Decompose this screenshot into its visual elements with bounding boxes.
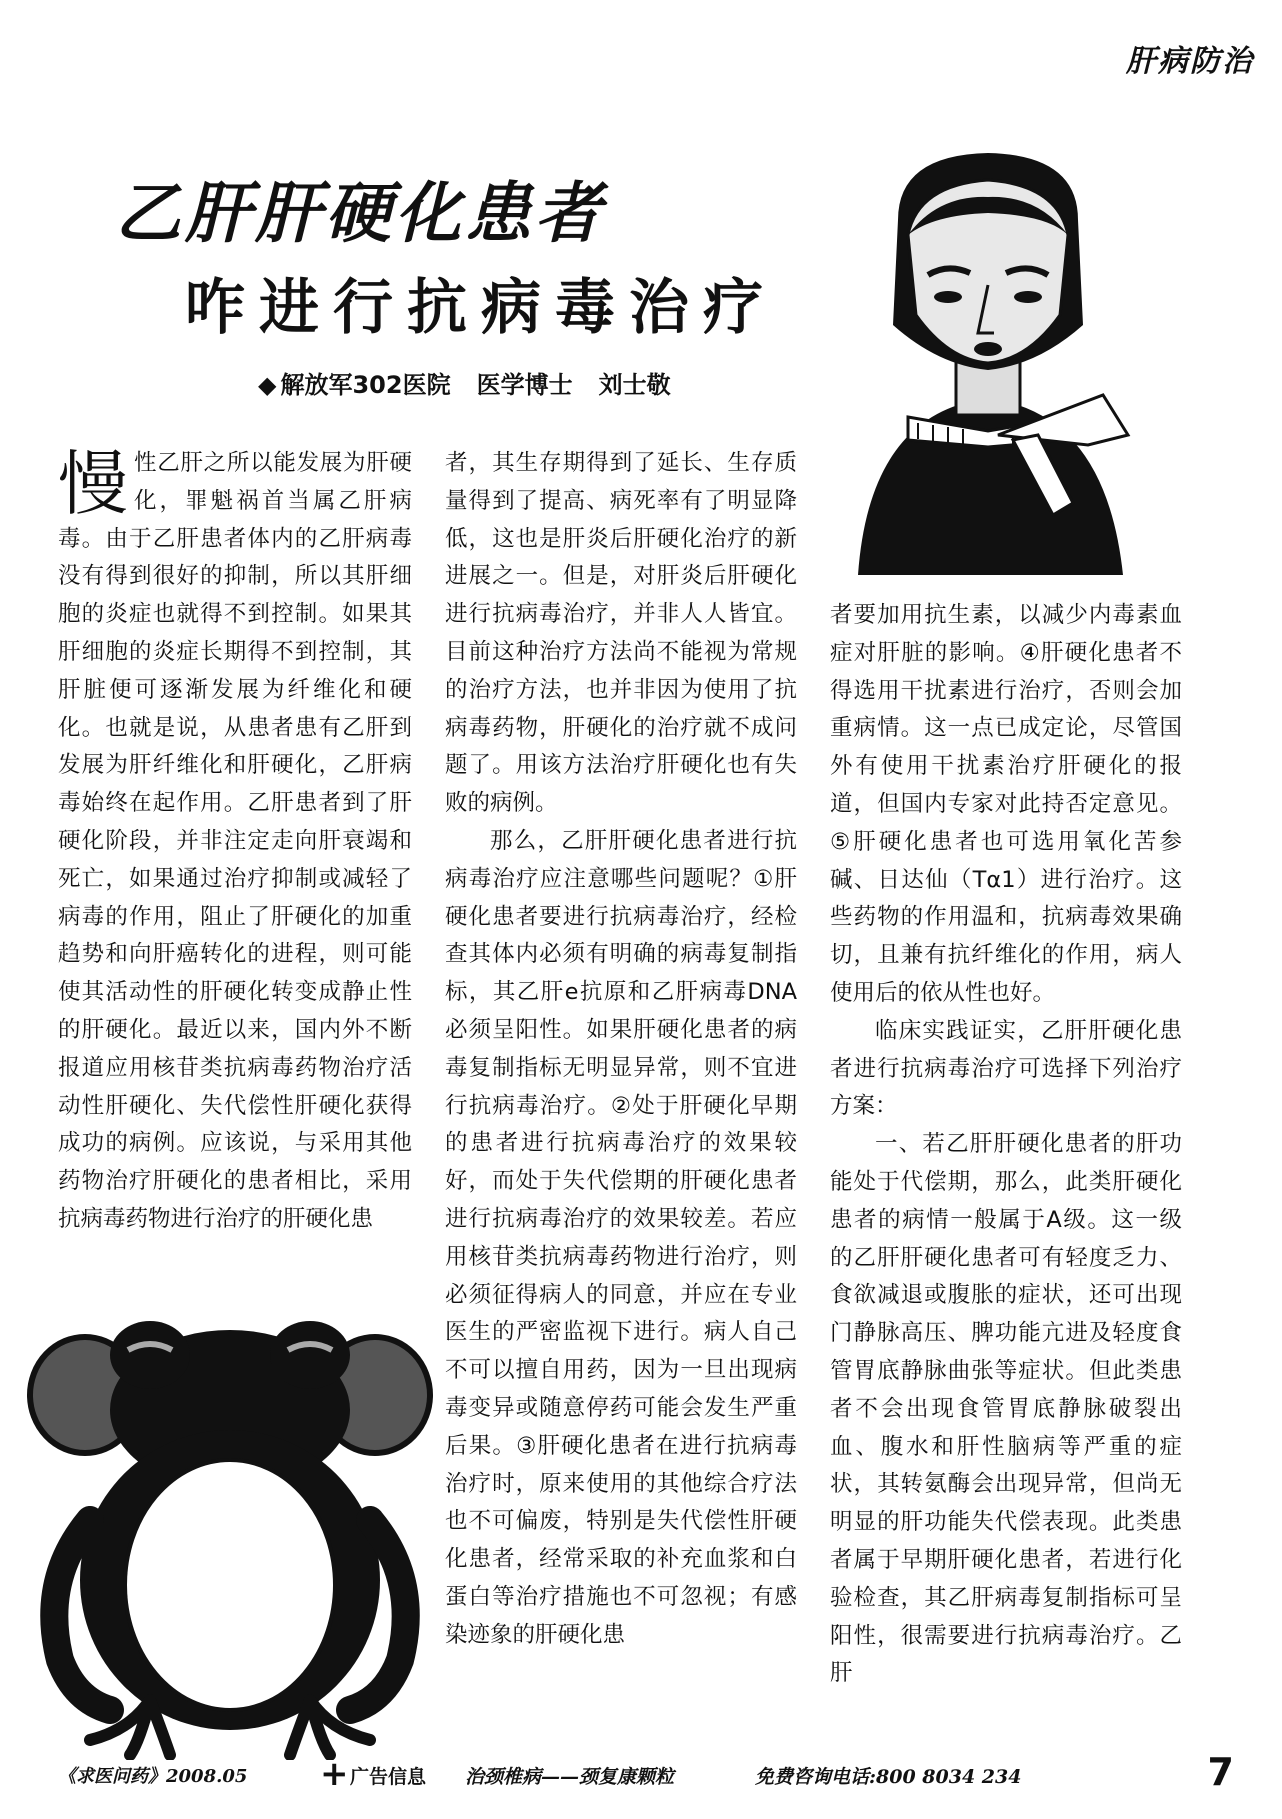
plus-icon: + [320,1754,349,1794]
col2-paragraph-1: 者，其生存期得到了延长、生存质量得到了提高、病死率有了明显降低，这也是肝炎后肝硬化治疗的新进展之一。但是，对肝炎后肝硬化进行抗病毒治疗，并非人人皆宜。目前这种治疗方法尚不能视为常规的治疗方法，也并非因为使用了抗病毒药物，肝硬化的治疗就不成问题了。用该方法治疗肝硬化也有失败的病例。 [445,450,797,817]
article-column-2 [445,445,797,1655]
page-footer [0,1750,1282,1798]
frog-illustration [20,1300,440,1760]
article-title-line1: 乙肝肝硬化患者 [115,174,605,252]
issue-label: 《求医问药》2008.05 [58,1766,248,1787]
col2-paragraph-2: 那么，乙肝肝硬化患者进行抗病毒治疗应注意哪些问题呢？①肝硬化患者要进行抗病毒治疗，经检查其体内必须有明确的病毒复制指标，其乙肝e抗原和乙肝病毒DNA必须呈阳性。如果肝硬化患者的病毒复制指标无明显异常，则不宜进行抗病毒治疗。②处于肝硬化早期的患者进行抗病毒治疗的效果较好，而处于失代偿期的肝硬化患者进行抗病毒治疗的效果较差。若应用核苷类抗病毒药物进行治疗，则必须征得病人的同意，并应在专业医生的严密监视下进行。病人自己不可以擅自用药，因为一旦出现病毒变异或随意停药可能会发生严重后果。③肝硬化患者在进行抗病毒治疗时，原来使用的其他综合疗法也不可偏废，特别是失代偿性肝硬化患者，经常采取的补充血浆和白蛋白等治疗措施也不可忽视；有感染迹象的肝硬化患 [445,827,797,1648]
page-number: 7 [1207,1750,1234,1794]
ad-phone: 免费咨询电话:800 8034 234 [755,1766,1022,1788]
byline-author: 刘士敬 [598,371,671,399]
col3-paragraph-2: 临床实践证实，乙肝肝硬化患者进行抗病毒治疗可选择下列治疗方案： [830,1017,1182,1120]
byline [258,365,671,400]
woman-illustration [838,135,1138,575]
ad-label: 广告信息 [350,1766,427,1788]
section-tag: 肝病防治 [1126,44,1254,79]
col1-paragraph-1: 性乙肝之所以能发展为肝硬化，罪魁祸首当属乙肝病毒。由于乙肝患者体内的乙肝病毒没有得到很好的抑制，所以其肝细胞的炎症也就得不到控制。如果其肝细胞的炎症长期得不到控制，其肝脏便可逐渐发展为纤维化和硬化。也就是说，从患者患有乙肝到发展为肝纤维化和肝硬化，乙肝病毒始终在起作用。乙肝患者到了肝硬化阶段，并非注定走向肝衰竭和死亡，如果通过治疗抑制或减轻了病毒的作用，阻止了肝硬化的加重趋势和向肝癌转化的进程，则可能使其活动性的肝硬化转变成静止性的肝硬化。最近以来，国内外不断报道应用核苷类抗病毒药物治疗活动性肝硬化、失代偿性肝硬化获得成功的病例。应该说，与采用其他药物治疗肝硬化的患者相比，采用抗病毒药物进行治疗的肝硬化患 [58,450,412,1232]
ad-text: 治颈椎病——颈复康颗粒 [465,1766,675,1788]
article-column-1 [58,445,412,1239]
byline-degree: 医学博士 [476,371,573,399]
article-title-line2: 咋进行抗病毒治疗 [185,273,777,343]
col3-paragraph-3: 一、若乙肝肝硬化患者的肝功能处于代偿期，那么，此类肝硬化患者的病情一般属于A级。这一级的乙肝肝硬化患者可有轻度乏力、食欲减退或腹胀的症状，还可出现门静脉高压、脾功能亢进及轻度食管胃底静脉曲张等症状。但此类患者不会出现食管胃底静脉破裂出血、腹水和肝性脑病等严重的症状，其转氨酶会出现异常，但尚无明显的肝功能失代偿表现。此类患者属于早期肝硬化患者，若进行化验检查，其乙肝病毒复制指标可呈阳性，很需要进行抗病毒治疗。乙肝 [830,1131,1182,1687]
col3-paragraph-1: 者要加用抗生素，以减少内毒素血症对肝脏的影响。④肝硬化患者不得选用干扰素进行治疗，否则会加重病情。这一点已成定论，尽管国外有使用干扰素治疗肝硬化的报道，但国内专家对此持否定意见。⑤肝硬化患者也可选用氧化苦参碱、日达仙（Tα1）进行治疗。这些药物的作用温和，抗病毒效果确切，且兼有抗纤维化的作用，病人使用后的依从性也好。 [830,602,1182,1006]
byline-marker: ◆ [258,371,277,399]
byline-hospital: 解放军302医院 [280,371,451,399]
dropcap: 慢 [58,443,128,525]
article-column-3 [830,597,1182,1693]
